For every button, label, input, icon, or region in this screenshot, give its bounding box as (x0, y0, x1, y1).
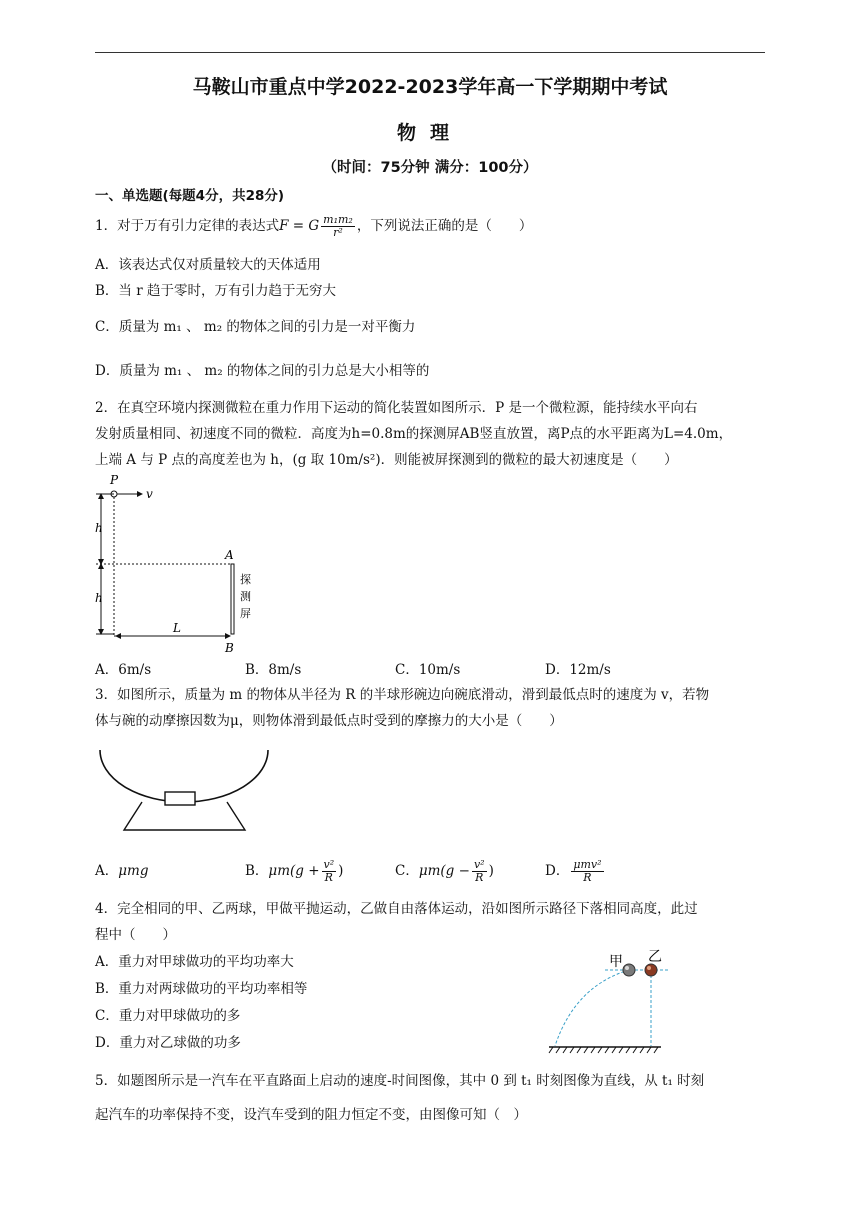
q2-screen-label-3: 屏 (240, 607, 251, 620)
q4-label-yi: 乙 (648, 949, 662, 965)
q3-option-a: A．μmg (95, 863, 149, 879)
q1-option-d: D．质量为 m₁ 、 m₂ 的物体之间的引力总是大小相等的 (95, 363, 430, 379)
q2-option-b: B．8m/s (245, 662, 302, 678)
q2-label-p: P (110, 473, 119, 487)
q5-line-2: 起汽车的功率保持不变，设汽车受到的阻力恒定不变，由图像可知（ ） (95, 1107, 527, 1123)
q3-stand (124, 802, 245, 830)
q4-option-b: B．重力对两球做功的平均功率相等 (95, 981, 308, 997)
q2-label-b: B (225, 641, 234, 655)
q1-option-c: C．质量为 m₁ 、 m₂ 的物体之间的引力是一对平衡力 (95, 319, 416, 335)
q4-option-d: D．重力对乙球做的功多 (95, 1035, 241, 1051)
q1-formula-den: r² (333, 226, 343, 239)
q1-option-b: B．当 r 趋于零时，万有引力趋于无穷大 (95, 283, 336, 299)
q2-label-v: v (146, 487, 153, 501)
q2-label-h2: h (95, 591, 103, 605)
exam-title: 马鞍山市重点中学2022-2023学年高一下学期期中考试 (192, 76, 668, 98)
q3-option-d: D． $\frac{\text{μmv²}}{R}$ (545, 858, 602, 884)
q3-option-c: C．μm(g − $\frac{\text{v²}}{R}$ ) (395, 858, 494, 884)
q2-line-3: 上端 A 与 P 点的高度差也为 h，(g 取 10m/s²)．则能被屏探测到的微粒的最大初速度是（ ） (95, 452, 678, 468)
q4-ground-hatching (549, 1047, 658, 1053)
q1-prefix: 1．对于万有引力定律的表达式 (95, 218, 280, 234)
q2-screen-ab (231, 564, 234, 634)
q3-figure-bowl (95, 748, 275, 834)
q3-option-b: B．μm(g + $\frac{\text{v²}}{R}$ ) (245, 858, 344, 884)
q1-formula-fraction (321, 214, 355, 239)
q4-label-jia: 甲 (609, 954, 623, 970)
top-rule (95, 52, 765, 53)
q4-ball-yi (645, 964, 657, 976)
q3-line-2: 体与碗的动摩擦因数为μ，则物体滑到最低点时受到的摩擦力的大小是（ ） (95, 713, 563, 729)
q1-suffix: ，下列说法正确的是（ ） (356, 218, 533, 234)
q2-line-2: 发射质量相同、初速度不同的微粒．高度为h=0.8m的探测屏AB竖直放置，离P点的水平距离为L=4.0m， (95, 426, 733, 442)
q2-option-d: D．12m/s (545, 662, 611, 678)
q4-ball-jia (623, 964, 635, 976)
q4-line-2: 程中（ ） (95, 927, 176, 943)
q4-option-c: C．重力对甲球做功的多 (95, 1008, 241, 1024)
q2-label-l: L (173, 621, 181, 635)
q5-line-1: 5．如题图所示是一汽车在平直路面上启动的速度-时间图像，其中 0 到 t₁ 时刻图像为直线，从 t₁ 时刻 (95, 1073, 705, 1089)
q2-label-a: A (225, 548, 234, 562)
q2-screen-label-2: 测 (240, 590, 251, 603)
q4-projectile-path (555, 970, 629, 1046)
q1-formula-lhs: F = G (279, 218, 320, 234)
q3-line-1: 3．如图所示，质量为 m 的物体从半径为 R 的半球形碗边向碗底滑动，滑到最低点时的速度为 v，若物 (95, 687, 710, 703)
question-1-stem (95, 212, 532, 240)
q2-line-1: 2．在真空环境内探测微粒在重力作用下运动的简化装置如图所示．P 是一个微粒源，能持续水平向右 (95, 400, 698, 416)
q2-option-a: A．6m/s (95, 662, 152, 678)
q2-screen-label-1: 探 (240, 573, 251, 586)
q1-formula-num: m₁m₂ (323, 213, 353, 226)
exam-time-info: （时间：75分钟 满分：100分） (322, 160, 538, 176)
q4-line-1: 4．完全相同的甲、乙两球，甲做平抛运动，乙做自由落体运动，沿如图所示路径下落相同高度，此过 (95, 901, 698, 917)
q4-option-a: A．重力对甲球做功的平均功率大 (95, 954, 294, 970)
q3-block (165, 792, 195, 805)
section-heading-single-choice: 一、单选题(每题4分，共28分) (95, 188, 285, 204)
q4-figure-balls (545, 946, 705, 1056)
q2-label-h1: h (95, 521, 103, 535)
q1-option-a: A．该表达式仅对质量较大的天体适用 (95, 257, 321, 273)
exam-subject: 物理 (396, 122, 463, 144)
q2-option-c: C．10m/s (395, 662, 461, 678)
q2-figure-detector (90, 470, 270, 660)
